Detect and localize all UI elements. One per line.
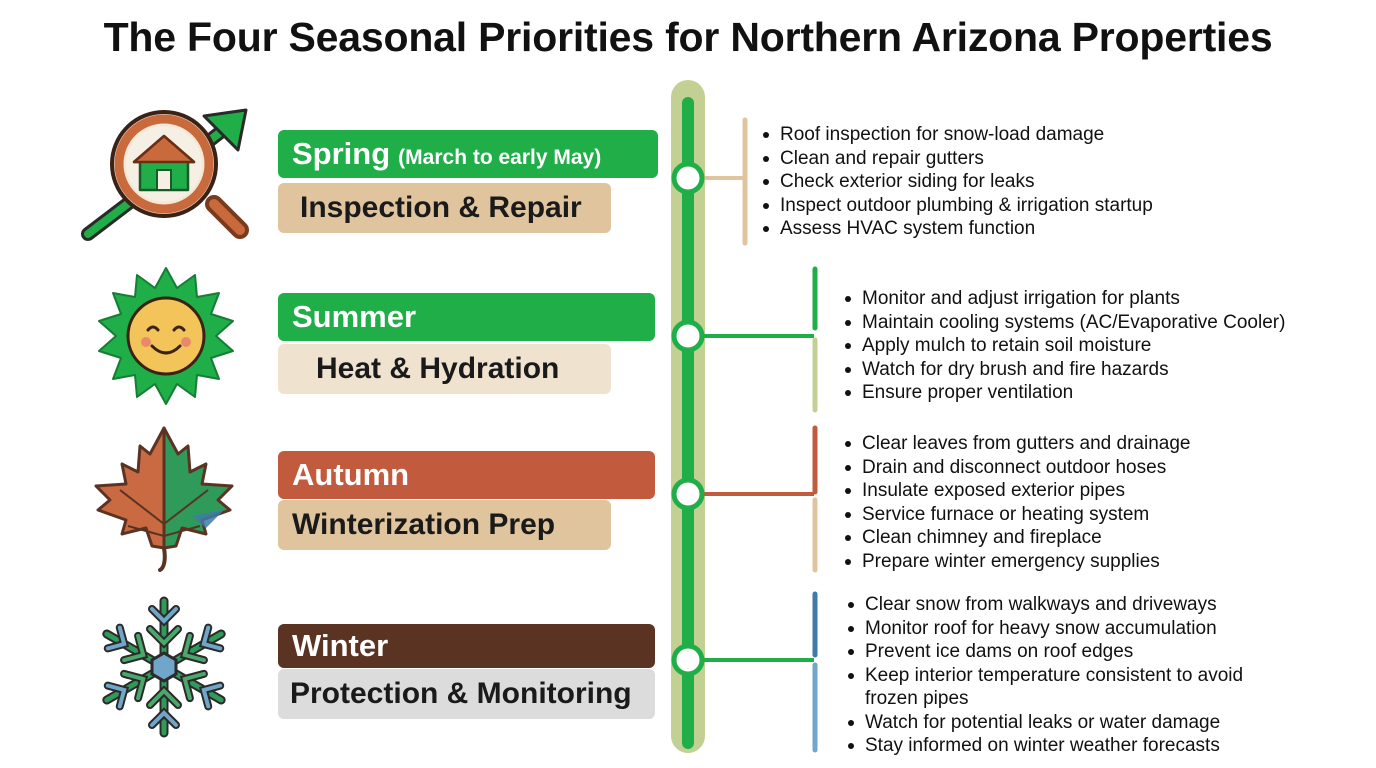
list-item: Monitor and adjust irrigation for plants <box>842 287 1285 311</box>
list-item: Inspect outdoor plumbing & irrigation startup <box>760 194 1153 218</box>
magnifier-house-arrow-icon <box>78 106 258 246</box>
season-focus-winter: Protection & Monitoring <box>278 669 655 719</box>
list-item: Stay informed on winter weather forecasts <box>845 734 1275 758</box>
list-item: Insulate exposed exterior pipes <box>842 479 1190 503</box>
list-item: Drain and disconnect outdoor hoses <box>842 456 1190 480</box>
list-item: Check exterior siding for leaks <box>760 170 1153 194</box>
season-name-autumn: Autumn <box>292 457 410 492</box>
list-item: Prevent ice dams on roof edges <box>845 640 1275 664</box>
season-label-winter <box>278 624 655 668</box>
season-name-summer: Summer <box>292 299 417 334</box>
season-period-spring: (March to early May) <box>398 146 602 169</box>
season-label-autumn <box>278 451 655 499</box>
list-item: Ensure proper ventilation <box>842 381 1285 405</box>
timeline-node-summer <box>674 322 702 350</box>
list-item: Apply mulch to retain soil moisture <box>842 334 1285 358</box>
list-item: Prepare winter emergency supplies <box>842 550 1190 574</box>
list-item: Roof inspection for snow-load damage <box>760 123 1153 147</box>
season-focus-spring: Inspection & Repair <box>278 183 611 233</box>
list-item: Assess HVAC system function <box>760 217 1153 241</box>
season-focus-autumn: Winterization Prep <box>278 500 611 550</box>
list-item: Monitor roof for heavy snow accumulation <box>845 617 1275 641</box>
snowflake-icon <box>94 592 234 742</box>
list-item: Keep interior temperature consistent to avoid frozen pipes <box>845 664 1275 711</box>
list-item: Maintain cooling systems (AC/Evaporative Cooler) <box>842 311 1285 335</box>
list-item: Clean chimney and fireplace <box>842 526 1190 550</box>
list-item: Clean and repair gutters <box>760 147 1153 171</box>
list-item: Watch for dry brush and fire hazards <box>842 358 1285 382</box>
list-item: Clear leaves from gutters and drainage <box>842 432 1190 456</box>
page-title: The Four Seasonal Priorities for Northern Arizona Properties <box>103 14 1273 60</box>
timeline-node-autumn <box>674 480 702 508</box>
list-item: Clear snow from walkways and driveways <box>845 593 1275 617</box>
task-list-spring <box>760 123 1153 241</box>
list-item: Watch for potential leaks or water damage <box>845 711 1275 735</box>
timeline-node-spring <box>674 164 702 192</box>
task-list-autumn <box>842 432 1190 573</box>
timeline-node-winter <box>674 646 702 674</box>
season-label-spring <box>278 130 658 178</box>
maple-leaf-icon <box>92 424 242 574</box>
season-name-spring: Spring <box>292 136 391 171</box>
season-label-summer <box>278 293 655 341</box>
smiling-sun-icon <box>96 266 236 406</box>
season-focus-summer: Heat & Hydration <box>278 344 611 394</box>
list-item: Service furnace or heating system <box>842 503 1190 527</box>
task-list-summer <box>842 287 1285 405</box>
task-list-winter <box>845 593 1275 758</box>
season-name-winter: Winter <box>292 628 389 663</box>
